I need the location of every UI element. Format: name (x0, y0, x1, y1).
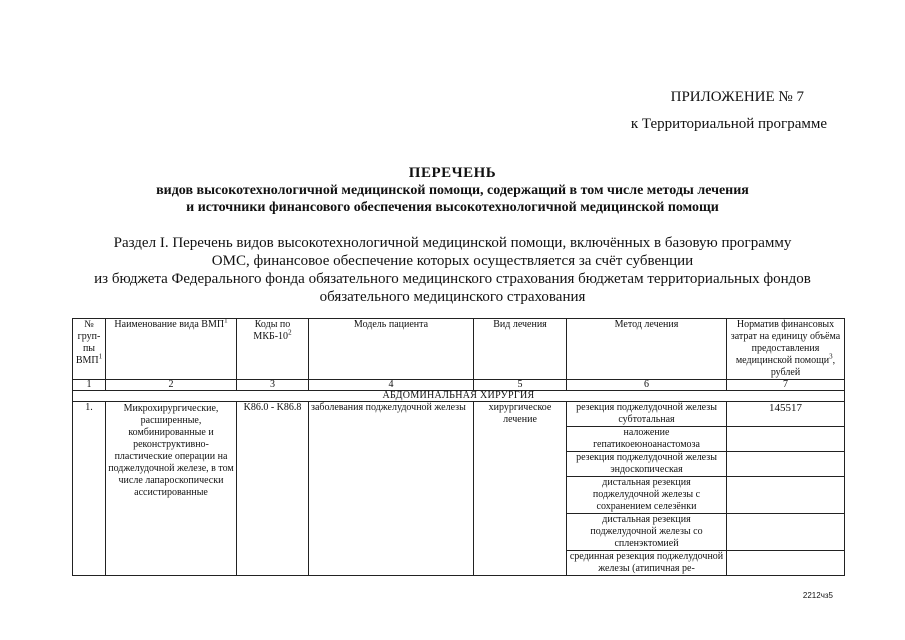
section-title: АБДОМИНАЛЬНАЯ ХИРУРГИЯ (73, 391, 845, 402)
row-method: срединная резекция поджелудочной железы (атипичная ре- (567, 551, 727, 576)
header-treatment-type: Вид лечения (474, 319, 567, 380)
section-line-2: ОМС, финансовое обеспечение которых осуществляется за счёт субвенции (211, 253, 694, 269)
table-row (73, 402, 845, 427)
row-treatment-type: хирургическое лечение (474, 402, 567, 576)
row-cost-empty (727, 551, 845, 576)
row-cost-empty (727, 477, 845, 514)
row-cost-empty (727, 514, 845, 551)
row-method: резекция поджелудочной железы субтотальная (567, 402, 727, 427)
row-group-number: 1. (73, 402, 106, 576)
column-number: 6 (567, 380, 727, 391)
heading-line-3: и источники финансового обеспечения высокотехнологичной медицинской помощи (186, 200, 719, 215)
column-number: 7 (727, 380, 845, 391)
row-method: дистальная резекция поджелудочной железы со спленэктомией (567, 514, 727, 551)
row-vmp-name: Микрохирургические, расширенные, комбинированные и реконструктивно-пластические операции на поджелудочной железе, в том числе лапароскопически ассистированные (106, 402, 237, 576)
section-heading (0, 234, 905, 306)
column-numbers-row (73, 380, 845, 391)
column-number: 2 (106, 380, 237, 391)
column-number: 3 (237, 380, 309, 391)
row-cost-empty (727, 427, 845, 452)
section-line-1: Раздел I. Перечень видов высокотехнологичной медицинской помощи, включённых в базовую программу (113, 235, 792, 251)
column-number: 4 (309, 380, 474, 391)
header-treatment-method: Метод лечения (567, 319, 727, 380)
section-title-row (73, 391, 845, 402)
header-group-number: № груп-пы ВМП$^1$ (73, 319, 106, 380)
vmp-table (72, 318, 845, 576)
header-icd-codes: Коды по МКБ-$10^2$ (237, 319, 309, 380)
heading-line-2: видов высокотехнологичной медицинской помощи, содержащий в том числе методы лечения (156, 183, 749, 198)
page-footer-code: 2212чз5 (802, 591, 833, 600)
table-header-row (73, 319, 845, 380)
header-vmp-name: Наименование вида ВМП$^1$ (106, 319, 237, 380)
row-cost-empty (727, 452, 845, 477)
row-patient-model: заболевания поджелудочной железы (309, 402, 474, 576)
section-line-4: обязательного медицинского страхования (319, 289, 586, 305)
row-method: наложение гепатикоеюноанастомоза (567, 427, 727, 452)
document-heading (0, 164, 905, 216)
row-cost: 145517 (727, 402, 845, 427)
appendix-subtitle: к Территориальной программе (630, 116, 827, 132)
heading-line-1: ПЕРЕЧЕНЬ (408, 165, 497, 181)
row-method: дистальная резекция поджелудочной железы с сохранением селезёнки (567, 477, 727, 514)
row-icd-codes: K86.0 - K86.8 (237, 402, 309, 576)
section-line-3: из бюджета Федерального фонда обязательного медицинского страхования бюджетам территориальных фондов (94, 271, 811, 287)
header-patient-model: Модель пациента (309, 319, 474, 380)
header-cost-norm: Норматив финансовых затрат на единицу объёма предоставления медицинской помощи$^3$, рублей (727, 319, 845, 380)
row-method: резекция поджелудочной железы эндоскопическая (567, 452, 727, 477)
column-number: 5 (474, 380, 567, 391)
appendix-title: ПРИЛОЖЕНИЕ № 7 (670, 89, 804, 105)
column-number: 1 (73, 380, 106, 391)
